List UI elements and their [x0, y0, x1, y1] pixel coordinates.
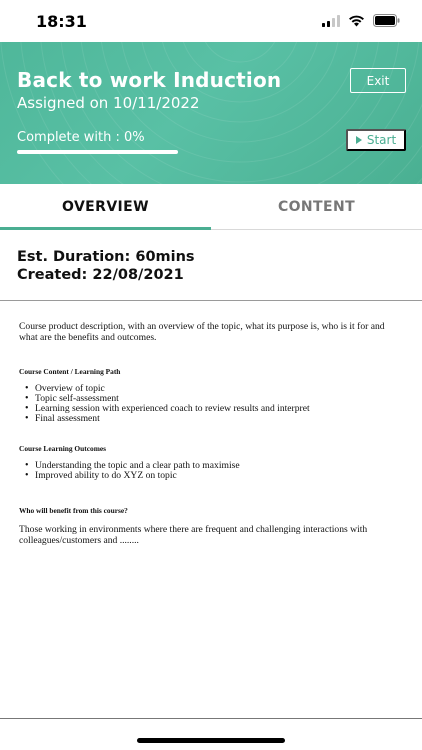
- outcomes-list: [19, 461, 404, 481]
- list-item: • Improved ability to do XYZ on topic: [25, 471, 404, 481]
- progress-label: Complete with : 0%: [17, 130, 145, 145]
- benefit-text: Those working in environments where there are frequent and challenging interactions with colleagues/customers and ........: [19, 524, 368, 546]
- wifi-icon: [348, 15, 365, 27]
- status-bar: [0, 0, 422, 42]
- start-label: Start: [366, 133, 397, 147]
- content-list: [19, 384, 404, 424]
- battery-icon: [373, 14, 400, 27]
- course-meta: [17, 248, 195, 284]
- section-heading: Who will benefit from this course?: [19, 506, 128, 515]
- list-item: • Overview of topic: [25, 384, 404, 394]
- section-heading: Course Content / Learning Path: [19, 367, 121, 376]
- tab-bar: [0, 184, 422, 230]
- active-tab-indicator: [0, 227, 211, 230]
- exit-button[interactable]: Exit: [350, 68, 406, 93]
- assigned-date: Assigned on 10/11/2022: [17, 94, 200, 112]
- start-button[interactable]: [346, 129, 406, 151]
- tab-overview[interactable]: [0, 184, 211, 229]
- status-icons: [322, 14, 400, 27]
- section-heading: Course Learning Outcomes: [19, 444, 107, 453]
- list-item: • Understanding the topic and a clear path to maximise: [25, 461, 404, 471]
- course-title: Back to work Induction: [17, 68, 282, 92]
- divider: [0, 300, 422, 301]
- list-item: • Final assessment: [25, 414, 404, 424]
- course-header: [0, 42, 422, 184]
- course-description: [19, 322, 404, 546]
- bottom-divider: [0, 718, 422, 719]
- list-item: • Topic self-assessment: [25, 394, 404, 404]
- list-item: • Learning session with experienced coach to review results and interpret: [25, 404, 404, 414]
- status-time: 18:31: [36, 12, 87, 31]
- play-icon: [356, 136, 362, 144]
- progress-bar: [17, 150, 178, 154]
- description-intro: Course product description, with an overview of the topic, what its purpose is, who is it for and what are the benefits and outcomes.: [19, 321, 385, 343]
- header-background-pattern: [0, 42, 422, 184]
- tab-content[interactable]: [211, 184, 422, 229]
- tab-overview-label: OVERVIEW: [62, 198, 149, 215]
- tab-content-label: CONTENT: [277, 198, 356, 215]
- home-indicator[interactable]: [137, 738, 285, 743]
- estimated-duration: Est. Duration: 60mins: [17, 249, 195, 265]
- signal-icon: [322, 15, 340, 27]
- created-date: Created: 22/08/2021: [17, 267, 184, 283]
